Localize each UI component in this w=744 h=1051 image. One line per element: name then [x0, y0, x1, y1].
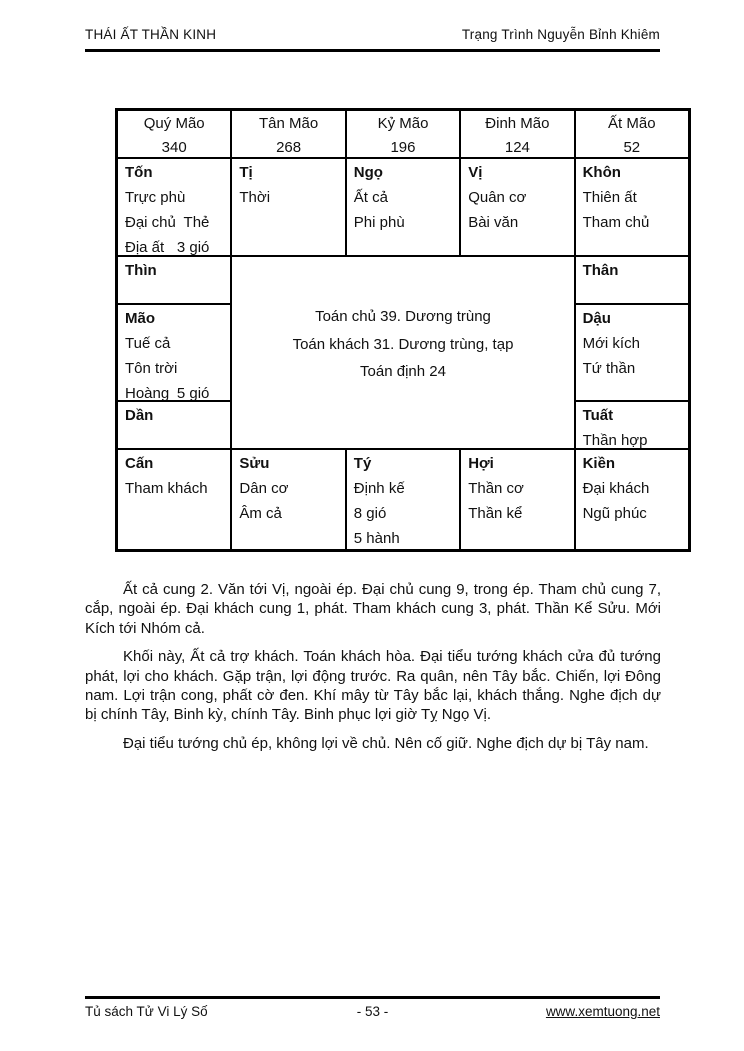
palace-line: Thời — [239, 189, 271, 206]
palace-line: Thần kể — [468, 505, 523, 522]
palace-title: Ngọ — [353, 164, 383, 181]
palace-line: Phi phù — [353, 214, 405, 231]
palace-line: Bài văn — [468, 214, 519, 231]
toan-dinh-line: Toán định 24 — [360, 363, 446, 380]
center-summary — [231, 256, 574, 449]
palace-line: Thần hợp — [582, 432, 648, 449]
palace-cell-vi — [460, 158, 574, 256]
year-cell-ky-mao — [346, 110, 460, 158]
palace-title: Dần — [125, 407, 154, 424]
palace-cell-tuat — [575, 401, 689, 449]
paragraph-2: Khối này, Ất cả trợ khách. Toán khách hòa. Đại tiểu tướng khách cửa đủ tướng phát, lợi cho khách. Gặp trận, lợi động trước. Ra quân, nên Tây bắc. Chiến, lợi Đông nam. Lợi trận cong, phất cờ đen. Khí mây từ Tây bắc lại, khách thắng. Nghe địch dự bị chính Tây, Binh kỳ, chính Tây. Binh phục lợi giờ Tỵ Ngọ Vị. — [85, 648, 661, 724]
year-cell-tan-mao — [231, 110, 345, 158]
palace-cell-ty — [346, 449, 460, 550]
page-header — [85, 27, 660, 52]
page-footer — [85, 996, 660, 1019]
palace-cell-ngo — [346, 158, 460, 256]
year-name: Tân Mão — [258, 115, 319, 132]
year-name: Kỷ Mão — [377, 115, 429, 132]
year-name: Đinh Mão — [485, 115, 550, 132]
author-name: Trạng Trình Nguyễn Bỉnh Khiêm — [461, 27, 660, 42]
year-name: Ất Mão — [608, 115, 656, 132]
footer-series-title: Tủ sách Tử Vi Lý Số — [85, 1004, 208, 1019]
palace-title: Cấn — [125, 455, 154, 472]
toan-khach-line: Toán khách 31. Dương trùng, tạp — [292, 335, 514, 353]
palace-line: Tứ thần — [582, 360, 636, 377]
palace-title: Vị — [468, 164, 483, 181]
year-number: 124 — [504, 139, 530, 156]
palace-line: Đại khách — [582, 480, 650, 497]
palace-title: Khôn — [582, 164, 621, 181]
palace-line: Đại chủ Thẻ — [125, 214, 210, 231]
palace-title: Tuất — [582, 407, 614, 424]
palace-title: Tốn — [125, 164, 153, 181]
year-number: 196 — [390, 139, 416, 156]
palace-line: Tham chủ — [582, 214, 650, 231]
palace-line: Địa ất 3 gió — [125, 239, 210, 256]
palace-line: Tham khách — [125, 480, 208, 497]
year-cell-dinh-mao — [460, 110, 574, 158]
book-title: THÁI ẤT THẦN KINH — [85, 27, 217, 42]
paragraph-3: Đại tiểu tướng chủ ép, không lợi về chủ. Nên cố giữ. Nghe địch dự bị Tây nam. — [123, 734, 649, 752]
palace-line: Định kế — [353, 480, 405, 497]
palace-line: Dân cơ — [239, 480, 289, 497]
palace-line: Âm cả — [239, 505, 282, 522]
year-cell-quy-mao — [117, 110, 231, 158]
body-text — [85, 580, 661, 762]
palace-cell-thin — [117, 256, 231, 304]
palace-title: Mão — [125, 310, 155, 327]
palace-cell-dan — [117, 401, 231, 449]
palace-title: Thìn — [125, 262, 157, 279]
palace-line: Tôn trời — [125, 360, 178, 377]
year-number: 268 — [276, 139, 302, 156]
palace-title: Dậu — [582, 310, 611, 327]
palace-title: Kiền — [582, 455, 616, 472]
website-link[interactable]: www.xemtuong.net — [545, 1004, 660, 1019]
palace-title: Hợi — [468, 455, 494, 472]
palace-cell-mao — [117, 304, 231, 401]
palace-title: Tý — [353, 455, 372, 472]
palace-cell-ton — [117, 158, 231, 256]
palace-line: 5 hành — [353, 530, 400, 547]
taiyi-chart-table — [115, 108, 691, 552]
palace-line: Thần cơ — [468, 480, 524, 497]
palace-title: Thân — [582, 262, 619, 279]
palace-cell-than — [575, 256, 689, 304]
year-number: 52 — [623, 139, 641, 156]
palace-line: Mới kích — [582, 335, 640, 352]
year-name: Quý Mão — [143, 115, 205, 132]
palace-title: Tị — [239, 164, 253, 181]
palace-cell-kien — [575, 449, 689, 550]
year-number: 340 — [161, 139, 187, 156]
palace-title: Sửu — [239, 455, 270, 472]
page-number: - 53 - — [356, 1004, 389, 1019]
year-cell-at-mao — [575, 110, 689, 158]
palace-line: Quân cơ — [468, 189, 527, 206]
palace-line: Tuế cả — [125, 335, 171, 352]
palace-cell-ti — [231, 158, 345, 256]
palace-line: Thiên ất — [582, 189, 637, 206]
palace-line: Hoàng 5 gió — [125, 385, 210, 401]
palace-cell-hoi — [460, 449, 574, 550]
palace-line: Ngũ phúc — [582, 505, 647, 522]
palace-line: Trực phù — [125, 189, 186, 206]
paragraph-1: Ất cả cung 2. Văn tới Vị, ngoài ép. Đại chủ cung 9, trong ép. Tham chủ cung 7, cắp, ngoài ép. Đại khách cung 1, phát. Tham khách cung 3, phát. Thần Kể Sửu. Mới Kích tới Nhóm cả. — [85, 581, 661, 637]
palace-cell-can — [117, 449, 231, 550]
palace-cell-dau — [575, 304, 689, 401]
palace-line: Ất cả — [353, 189, 388, 206]
palace-line: 8 gió — [353, 505, 387, 522]
palace-cell-khon — [575, 158, 689, 256]
palace-cell-suu — [231, 449, 345, 550]
toan-chu-line: Toán chủ 39. Dương trùng — [315, 308, 491, 325]
